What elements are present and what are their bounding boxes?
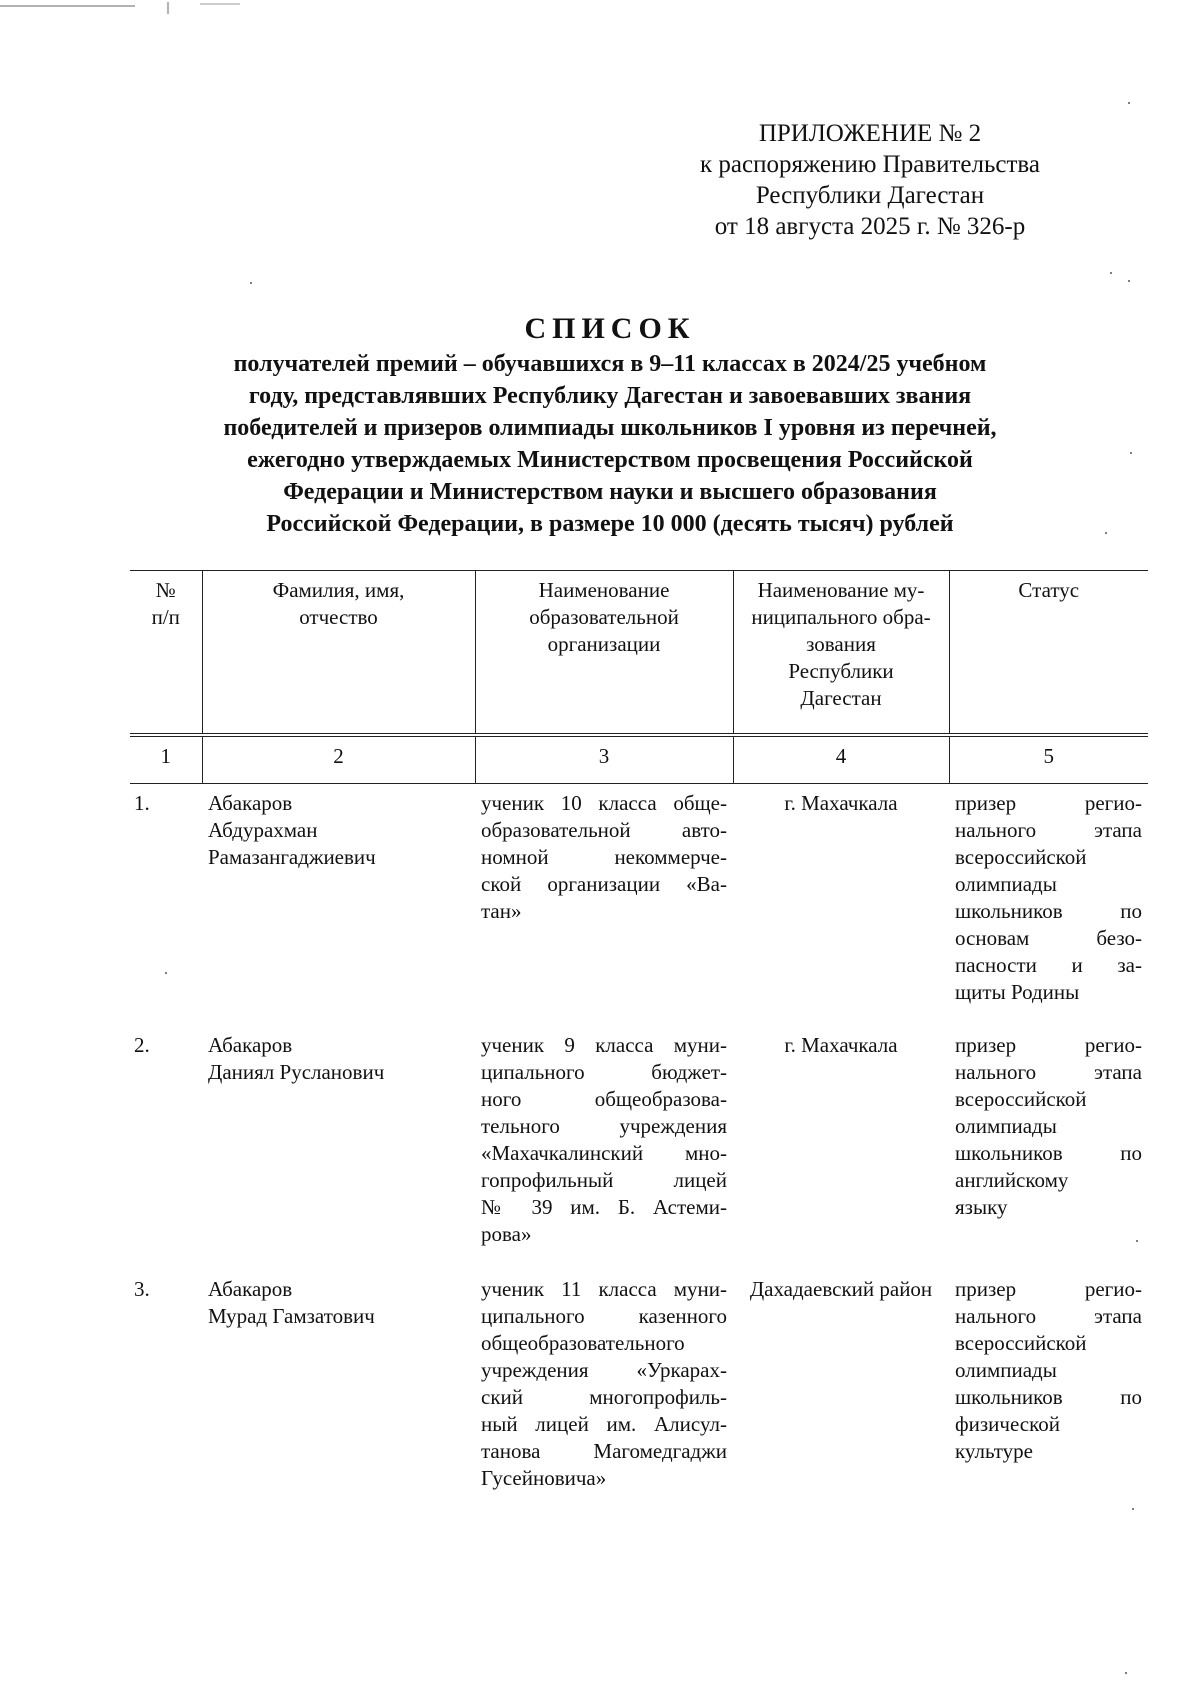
name-line: Абакаров (208, 1277, 293, 1301)
org-line: ской организации «Ва- (481, 872, 727, 896)
org-line: тельного учреждения (481, 1114, 727, 1138)
column-number: 3 (475, 735, 733, 784)
org-line: учреждения «Уркарах- (481, 1358, 727, 1382)
status-line: языку (955, 1195, 1008, 1219)
organization-cell (475, 1026, 733, 1270)
org-line: Гусейновича» (481, 1466, 607, 1490)
org-line: «Махачкалинский мно- (481, 1141, 727, 1165)
municipality-cell: Дахадаевский район (749, 1277, 933, 1301)
status-line: всероссийской (955, 1087, 1087, 1111)
appendix-ref-line: Республики Дагестан (755, 182, 985, 209)
subtitle-line: Российской Федерации, в размере 10 000 (десять тысяч) рублей (266, 511, 954, 537)
scan-speck (1136, 1240, 1138, 1242)
appendix-header (640, 118, 1100, 242)
header-number (130, 571, 202, 736)
org-line: ученик 10 класса обще- (481, 791, 727, 815)
org-line: ученик 11 класса муни- (481, 1277, 727, 1301)
org-line: ципального бюджет- (481, 1060, 727, 1084)
status-line: культуре (955, 1439, 1033, 1463)
scan-speck (1130, 452, 1132, 454)
name-line: Рамазангаджиевич (208, 845, 376, 869)
header-text: п/п (151, 605, 180, 629)
header-text: ниципального обра- (751, 605, 931, 629)
row-number: 2. (134, 1033, 150, 1057)
recipients-table (130, 570, 1148, 1498)
scan-speck (1128, 280, 1130, 282)
name-line: Абакаров (208, 791, 293, 815)
name-line: Абдурахман (208, 818, 318, 842)
organization-cell (475, 1270, 733, 1498)
title-word: СПИСОК (524, 312, 696, 345)
status-line: основам безо- (955, 926, 1142, 950)
header-text: Фамилия, имя, (272, 578, 405, 602)
appendix-ref-line: к распоряжению Правительства (699, 151, 1040, 178)
status-line: щиты Родины (955, 980, 1080, 1004)
header-municipality (733, 571, 949, 736)
header-text: Наименование (538, 578, 670, 602)
column-number: 5 (949, 735, 1148, 784)
org-line: танова Магомедгаджи (481, 1439, 727, 1463)
header-text: отчество (299, 605, 378, 629)
status-cell (949, 784, 1148, 1027)
status-cell (949, 1270, 1148, 1498)
status-line: призер регио- (955, 1277, 1142, 1301)
org-line: номной некоммерче- (481, 845, 727, 869)
column-number: 1 (130, 735, 202, 784)
appendix-title: ПРИЛОЖЕНИЕ № 2 (758, 120, 982, 147)
scan-edge-mark (0, 0, 300, 14)
status-line: призер регио- (955, 1033, 1142, 1057)
row-number: 1. (134, 791, 150, 815)
header-text: организации (547, 632, 661, 656)
table-row (130, 784, 1148, 1027)
name-line: Даниял Русланович (208, 1060, 385, 1084)
status-line: пасности и за- (955, 953, 1142, 977)
document-title (110, 310, 1110, 540)
org-line: ученик 9 класса муни- (481, 1033, 727, 1057)
header-text: зования (806, 632, 876, 656)
subtitle-line: году, представлявших Республику Дагестан и завоевавших звания (248, 383, 972, 409)
org-line: № 39 им. Б. Астеми- (481, 1195, 727, 1219)
municipality-cell: г. Махачкала (784, 791, 898, 815)
header-organization (475, 571, 733, 736)
header-name (202, 571, 475, 736)
status-line: всероссийской (955, 845, 1087, 869)
status-line: призер регио- (955, 791, 1142, 815)
header-status (949, 571, 1148, 736)
org-line: рова» (481, 1222, 532, 1246)
scan-speck (1105, 532, 1107, 534)
status-line: английскому (955, 1168, 1069, 1192)
appendix-date-line: от 18 августа 2025 г. № 326-р (714, 213, 1026, 240)
org-line: ский многопрофиль- (481, 1385, 727, 1409)
subtitle-line: ежегодно утверждаемых Министерством просвещения Российской (247, 447, 973, 473)
org-line: ного общеобразова- (481, 1087, 727, 1111)
table-row (130, 1026, 1148, 1270)
subtitle-line: победителей и призеров олимпиады школьников I уровня из перечней, (223, 415, 997, 441)
header-text: Статус (1018, 578, 1080, 602)
name-line: Мурад Гамзатович (208, 1304, 375, 1328)
status-line: школьников по (955, 899, 1142, 923)
row-number: 3. (134, 1277, 150, 1301)
scan-speck (1128, 102, 1130, 104)
scan-speck (1132, 1508, 1134, 1510)
status-line: олимпиады (955, 1358, 1057, 1382)
status-line: нального этапа (955, 1304, 1142, 1328)
table-row (130, 1270, 1148, 1498)
status-line: школьников по (955, 1141, 1142, 1165)
recipient-name (202, 1270, 475, 1498)
scan-speck (1110, 272, 1112, 274)
table-header-row (130, 571, 1148, 736)
org-line: общеобразовательного (481, 1331, 685, 1355)
column-number-row (130, 735, 1148, 784)
scan-speck (165, 972, 167, 974)
status-line: всероссийской (955, 1331, 1087, 1355)
status-cell (949, 1026, 1148, 1270)
org-line: ный лицей им. Алисул- (481, 1412, 727, 1436)
subtitle-line: Федерации и Министерством науки и высшего образования (283, 479, 937, 505)
header-text: образовательной (529, 605, 679, 629)
title-subtitle (110, 348, 1110, 540)
scan-speck (250, 282, 252, 284)
header-text: Наименование му- (757, 578, 925, 602)
recipient-name (202, 1026, 475, 1270)
org-line: ципального казенного (481, 1304, 727, 1328)
status-line: олимпиады (955, 872, 1057, 896)
column-number: 4 (733, 735, 949, 784)
scan-speck (1125, 1672, 1127, 1674)
org-line: тан» (481, 899, 522, 923)
status-line: нального этапа (955, 1060, 1142, 1084)
status-line: олимпиады (955, 1114, 1057, 1138)
name-line: Абакаров (208, 1033, 293, 1057)
column-number: 2 (202, 735, 475, 784)
status-line: школьников по (955, 1385, 1142, 1409)
organization-cell (475, 784, 733, 1027)
header-text: Республики (788, 659, 894, 683)
recipient-name (202, 784, 475, 1027)
status-line: нального этапа (955, 818, 1142, 842)
municipality-cell: г. Махачкала (784, 1033, 898, 1057)
header-text: № (155, 578, 176, 602)
header-text: Дагестан (800, 686, 882, 710)
subtitle-line: получателей премий – обучавшихся в 9–11 классах в 2024/25 учебном (233, 351, 987, 377)
status-line: физической (955, 1412, 1060, 1436)
org-line: образовательной авто- (481, 818, 727, 842)
org-line: гопрофильный лицей (481, 1168, 727, 1192)
